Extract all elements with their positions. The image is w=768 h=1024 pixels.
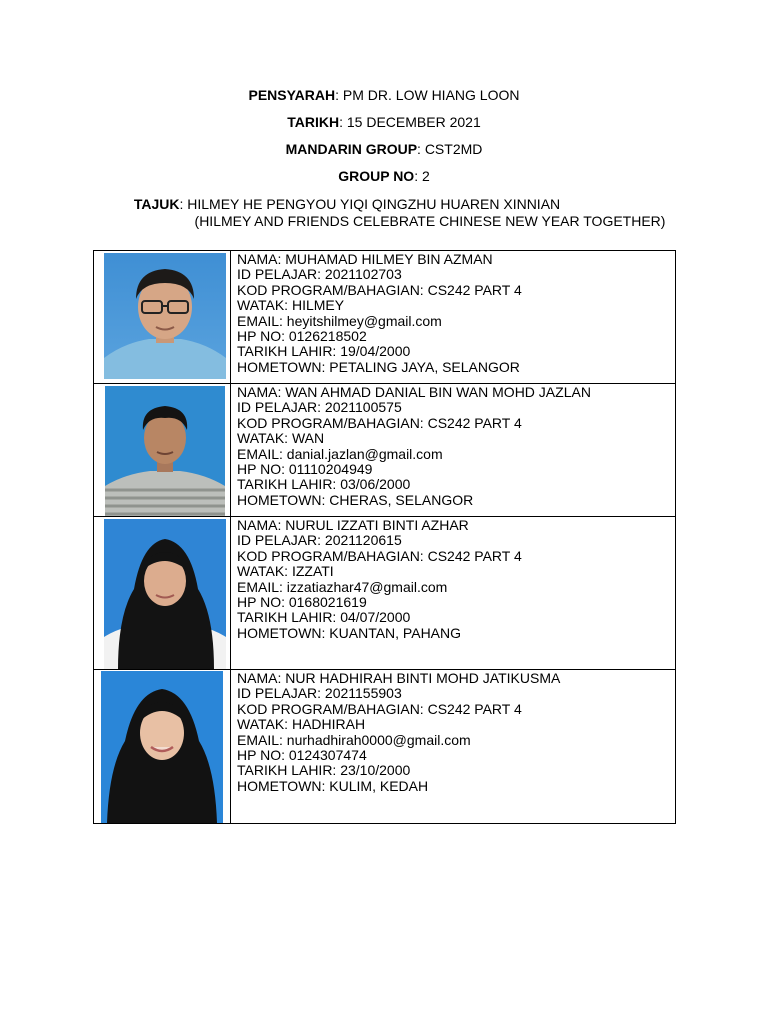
member-program-code: KOD PROGRAM/BAHAGIAN: CS242 PART 4 xyxy=(237,547,522,564)
member-hometown: HOMETOWN: KULIM, KEDAH xyxy=(237,777,429,794)
member-photo xyxy=(101,671,223,823)
pensyarah-line xyxy=(0,87,768,104)
member-email: EMAIL: danial.jazlan@gmail.com xyxy=(237,445,443,462)
member-birthdate: TARIKH LAHIR: 04/07/2000 xyxy=(237,609,411,626)
member-student-id: ID PELAJAR: 2021100575 xyxy=(237,399,402,416)
member-program-code: KOD PROGRAM/BAHAGIAN: CS242 PART 4 xyxy=(237,700,522,717)
mandarin-group-label: MANDARIN GROUP xyxy=(285,141,418,157)
member-info xyxy=(231,384,676,517)
table-row xyxy=(94,251,676,384)
group-no-value: : 2 xyxy=(414,168,430,184)
member-student-id: ID PELAJAR: 2021120615 xyxy=(237,532,402,549)
member-photo xyxy=(104,519,226,669)
table-row xyxy=(94,517,676,670)
member-info xyxy=(231,517,676,670)
portrait-photo-wan xyxy=(105,386,225,516)
members-table xyxy=(93,250,676,824)
member-program-code: KOD PROGRAM/BAHAGIAN: CS242 PART 4 xyxy=(237,281,522,298)
table-row xyxy=(94,670,676,824)
group-no-label: GROUP NO xyxy=(338,168,415,184)
table-row xyxy=(94,384,676,517)
group-no-line xyxy=(0,168,768,185)
member-birthdate: TARIKH LAHIR: 03/06/2000 xyxy=(237,476,411,493)
mandarin-group-value: : CST2MD xyxy=(417,141,483,157)
photo-cell xyxy=(94,251,231,384)
member-hometown: HOMETOWN: PETALING JAYA, SELANGOR xyxy=(237,358,520,375)
member-phone: HP NO: 01110204949 xyxy=(237,461,373,478)
tajuk-value: : HILMEY HE PENGYOU YIQI QINGZHU HUAREN XINNIAN xyxy=(179,196,561,212)
member-character: WATAK: WAN xyxy=(237,430,325,447)
member-email: EMAIL: heyitshilmey@gmail.com xyxy=(237,312,442,329)
tarikh-label: TARIKH xyxy=(287,114,340,130)
tajuk-line xyxy=(0,196,731,213)
portrait-photo-hilmey xyxy=(104,253,226,379)
portrait-photo-izzati xyxy=(104,519,226,669)
member-phone: HP NO: 0126218502 xyxy=(237,328,367,345)
member-name: NAMA: NUR HADHIRAH BINTI MOHD JATIKUSMA xyxy=(237,670,561,686)
photo-cell xyxy=(94,384,231,517)
member-hometown: HOMETOWN: KUANTAN, PAHANG xyxy=(237,624,462,641)
tajuk-label: TAJUK xyxy=(133,196,180,212)
member-photo xyxy=(104,253,226,379)
member-phone: HP NO: 0124307474 xyxy=(237,747,367,764)
member-character: WATAK: HILMEY xyxy=(237,297,345,314)
member-character: WATAK: IZZATI xyxy=(237,563,334,580)
member-character: WATAK: HADHIRAH xyxy=(237,716,366,733)
member-name: NAMA: NURUL IZZATI BINTI AZHAR xyxy=(237,517,469,533)
member-email: EMAIL: nurhadhirah0000@gmail.com xyxy=(237,731,471,748)
mandarin-group-line xyxy=(0,141,768,158)
tajuk-translation: (HILMEY AND FRIENDS CELEBRATE CHINESE NEW YEAR TOGETHER) xyxy=(194,213,666,229)
member-info xyxy=(231,670,676,824)
member-program-code: KOD PROGRAM/BAHAGIAN: CS242 PART 4 xyxy=(237,414,522,431)
member-name: NAMA: WAN AHMAD DANIAL BIN WAN MOHD JAZLAN xyxy=(237,384,591,400)
member-birthdate: TARIKH LAHIR: 19/04/2000 xyxy=(237,343,411,360)
photo-cell xyxy=(94,517,231,670)
member-email: EMAIL: izzatiazhar47@gmail.com xyxy=(237,578,448,595)
member-phone: HP NO: 0168021619 xyxy=(237,594,367,611)
pensyarah-value: : PM DR. LOW HIANG LOON xyxy=(335,87,520,103)
member-name: NAMA: MUHAMAD HILMEY BIN AZMAN xyxy=(237,251,493,267)
member-birthdate: TARIKH LAHIR: 23/10/2000 xyxy=(237,762,411,779)
member-photo xyxy=(105,386,225,516)
member-hometown: HOMETOWN: CHERAS, SELANGOR xyxy=(237,491,474,508)
tarikh-value: : 15 DECEMBER 2021 xyxy=(339,114,481,130)
photo-cell xyxy=(94,670,231,824)
pensyarah-label: PENSYARAH xyxy=(248,87,336,103)
member-student-id: ID PELAJAR: 2021102703 xyxy=(237,266,402,283)
member-student-id: ID PELAJAR: 2021155903 xyxy=(237,685,402,702)
portrait-photo-hadhirah xyxy=(101,671,223,823)
member-info xyxy=(231,251,676,384)
tarikh-line xyxy=(0,114,768,131)
